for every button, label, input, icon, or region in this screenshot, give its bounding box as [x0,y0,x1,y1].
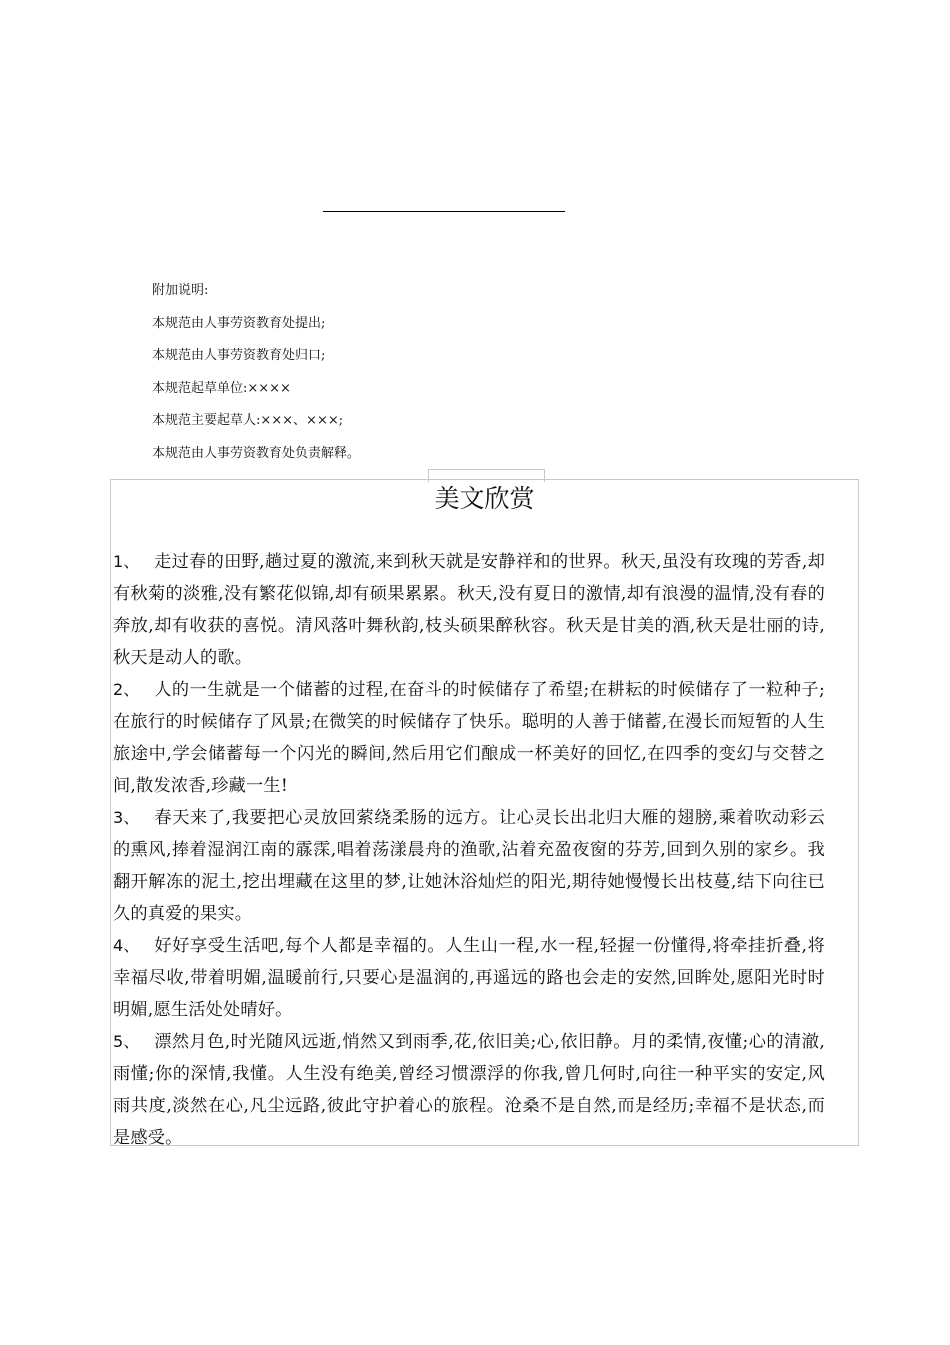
notes-line: 本规范起草单位:×××× [152,380,291,396]
paragraph [113,1026,825,1154]
paragraph-number: 1、 [113,552,140,571]
notes-line: 本规范由人事劳资教育处负责解释。 [152,445,361,461]
paragraph-text: 春天来了,我要把心灵放回萦绕柔肠的远方。让心灵长出北归大雁的翅膀,乘着吹动彩云的熏风,捧着湿润江南的霡霂,唱着荡漾晨舟的渔歌,沾着充盈夜窗的芬芳,回到久别的家乡。我翻开解冻的泥土,挖出埋藏在这里的梦,让她沐浴灿烂的阳光,期待她慢慢长出枝蔓,结下向往已久的真爱的果实。 [113,808,825,924]
article-body [113,546,825,1154]
notes-line: 本规范由人事劳资教育处归口; [152,348,326,363]
paragraph-text: 走过春的田野,趟过夏的激流,来到秋天就是安静祥和的世界。秋天,虽没有玫瑰的芳香,却有秋菊的淡雅,没有繁花似锦,却有硕果累累。秋天,没有夏日的激情,却有浪漫的温情,没有春的奔放,却有收获的喜悦。清风落叶舞秋韵,枝头硕果醉秋容。秋天是甘美的酒,秋天是壮丽的诗,秋天是动人的歌。 [113,552,825,668]
horizontal-rule [323,211,565,212]
paragraph-number: 3、 [113,808,140,827]
paragraph [113,674,825,802]
paragraph-number: 4、 [113,936,140,955]
article-title: 美文欣赏 [434,484,535,513]
paragraph-text: 好好享受生活吧,每个人都是幸福的。人生山一程,水一程,轻握一份懂得,将牵挂折叠,将幸福尽收,带着明媚,温暖前行,只要心是温润的,再遥远的路也会走的安然,回眸处,愿阳光时时明媚,愿生活处处晴好。 [113,936,825,1020]
paragraph-text: 人的一生就是一个储蓄的过程,在奋斗的时候储存了希望;在耕耘的时候储存了一粒种子;在旅行的时候储存了风景;在微笑的时候储存了快乐。聪明的人善于储蓄,在漫长而短暂的人生旅途中,学会储蓄每一个闪光的瞬间,然后用它们酿成一杯美好的回忆,在四季的变幻与交替之间,散发浓香,珍藏一生! [113,680,825,796]
paragraph [113,546,825,674]
paragraph [113,802,825,930]
notes-line: 本规范由人事劳资教育处提出; [152,315,326,331]
paragraph-number: 5、 [113,1032,140,1051]
additional-notes [152,283,552,478]
notes-heading: 附加说明: [152,283,209,298]
paragraph [113,930,825,1026]
notes-line: 本规范主要起草人:×××、×××; [152,413,344,428]
article-box [110,479,859,1146]
paragraph-number: 2、 [113,680,140,699]
paragraph-text: 漂然月色,时光随风远逝,悄然又到雨季,花,依旧美;心,依旧静。月的柔情,夜懂;心的清澈,雨懂;你的深情,我懂。人生没有绝美,曾经习惯漂浮的你我,曾几何时,向往一种平实的安定,风雨共度,淡然在心,凡尘远路,彼此守护着心的旅程。沧桑不是自然,而是经历;幸福不是状态,而是感受。 [113,1032,825,1148]
